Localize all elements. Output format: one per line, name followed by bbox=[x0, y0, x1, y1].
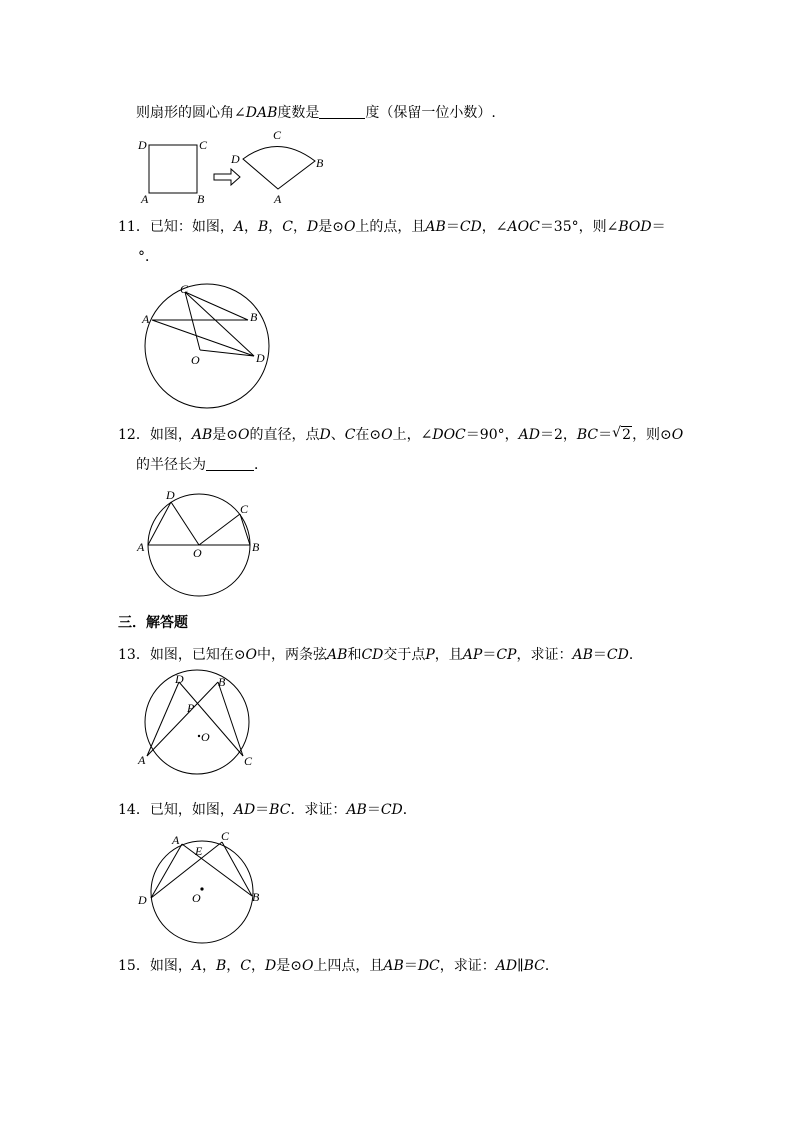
circle-shape bbox=[145, 670, 249, 774]
label-O: O bbox=[201, 730, 210, 744]
q12-text: 12．如图，AB是⊙O的直径，点D、C在⊙O上，∠DOC＝90°，AD＝2，BC＝ √ 2，则⊙O bbox=[118, 425, 684, 443]
segment-do bbox=[171, 502, 199, 545]
q13-figure bbox=[130, 670, 280, 780]
label-B: B bbox=[252, 540, 260, 554]
circle-shape bbox=[145, 284, 269, 408]
chord-bc bbox=[218, 682, 243, 756]
label-C: C bbox=[221, 829, 230, 843]
answer-blank[interactable] bbox=[206, 456, 254, 471]
label-A: A bbox=[142, 312, 150, 326]
label-D: D bbox=[175, 672, 184, 686]
label-C: C bbox=[244, 754, 253, 768]
label-P: P bbox=[187, 701, 195, 715]
q15-text: 15．如图，A，B，C，D是⊙O上四点，且AB＝DC，求证：AD∥BC． bbox=[118, 958, 559, 974]
chord-cd bbox=[185, 292, 254, 356]
label-O: O bbox=[193, 546, 202, 560]
label-D: D bbox=[138, 893, 147, 907]
arrow-icon bbox=[214, 169, 240, 185]
answer-blank[interactable] bbox=[319, 104, 365, 119]
sector-shape bbox=[243, 146, 315, 189]
section-heading: 三．解答题 bbox=[118, 615, 188, 631]
chord-cd bbox=[179, 682, 243, 756]
q11-text-line2: °． bbox=[138, 249, 159, 265]
center-dot bbox=[198, 735, 200, 737]
q14-figure bbox=[130, 826, 280, 941]
label-D: D bbox=[231, 152, 240, 166]
label-B: B bbox=[197, 192, 205, 206]
label-D: D bbox=[256, 351, 265, 365]
chord-cb bbox=[240, 514, 250, 545]
label-E: E bbox=[195, 844, 203, 858]
label-A: A bbox=[141, 192, 149, 206]
label-A: A bbox=[172, 833, 180, 847]
label-B: B bbox=[218, 675, 226, 689]
label-C: C bbox=[240, 502, 249, 516]
label-D: D bbox=[166, 488, 175, 502]
q14-text: 14．已知，如图，AD＝BC．求证：AB＝CD． bbox=[118, 802, 417, 818]
label-O: O bbox=[191, 353, 200, 367]
label-O: O bbox=[192, 891, 201, 905]
sqrt-expression: √ 2 bbox=[612, 425, 632, 443]
square-shape bbox=[149, 145, 197, 193]
label-B: B bbox=[250, 310, 258, 324]
segment-co bbox=[185, 292, 200, 350]
q12-figure bbox=[130, 485, 290, 600]
q11-text: 11．已知：如图，A，B，C，D是⊙O上的点，且AB＝CD，∠AOC＝35°，则∠BOD＝ bbox=[118, 219, 666, 235]
chord-dc bbox=[151, 842, 222, 898]
label-C: C bbox=[199, 138, 208, 152]
chord-cb bbox=[185, 292, 248, 320]
q10-text: 则扇形的圆心角∠DAB度数是 度（保留一位小数）. bbox=[136, 105, 496, 121]
label-B: B bbox=[316, 156, 324, 170]
chord-ab bbox=[182, 844, 252, 896]
segment-oc bbox=[199, 514, 240, 545]
q13-text: 13．如图，已知在⊙O中，两条弦AB和CD交于点P，且AP＝CP，求证：AB＝CD． bbox=[118, 647, 643, 663]
q10-figure bbox=[130, 125, 350, 210]
q11-figure bbox=[130, 280, 290, 410]
label-A: A bbox=[274, 192, 282, 206]
label-A: A bbox=[138, 753, 146, 767]
label-A: A bbox=[137, 540, 145, 554]
label-C: C bbox=[273, 128, 282, 142]
label-D: D bbox=[138, 138, 147, 152]
chord-ad bbox=[148, 502, 171, 545]
label-B: B bbox=[252, 890, 260, 904]
q12-text-line2: 的半径长为 ． bbox=[136, 457, 268, 473]
chord-ab bbox=[147, 682, 218, 756]
chord-ad bbox=[147, 682, 179, 756]
label-C: C bbox=[180, 282, 189, 296]
center-dot bbox=[200, 887, 203, 890]
